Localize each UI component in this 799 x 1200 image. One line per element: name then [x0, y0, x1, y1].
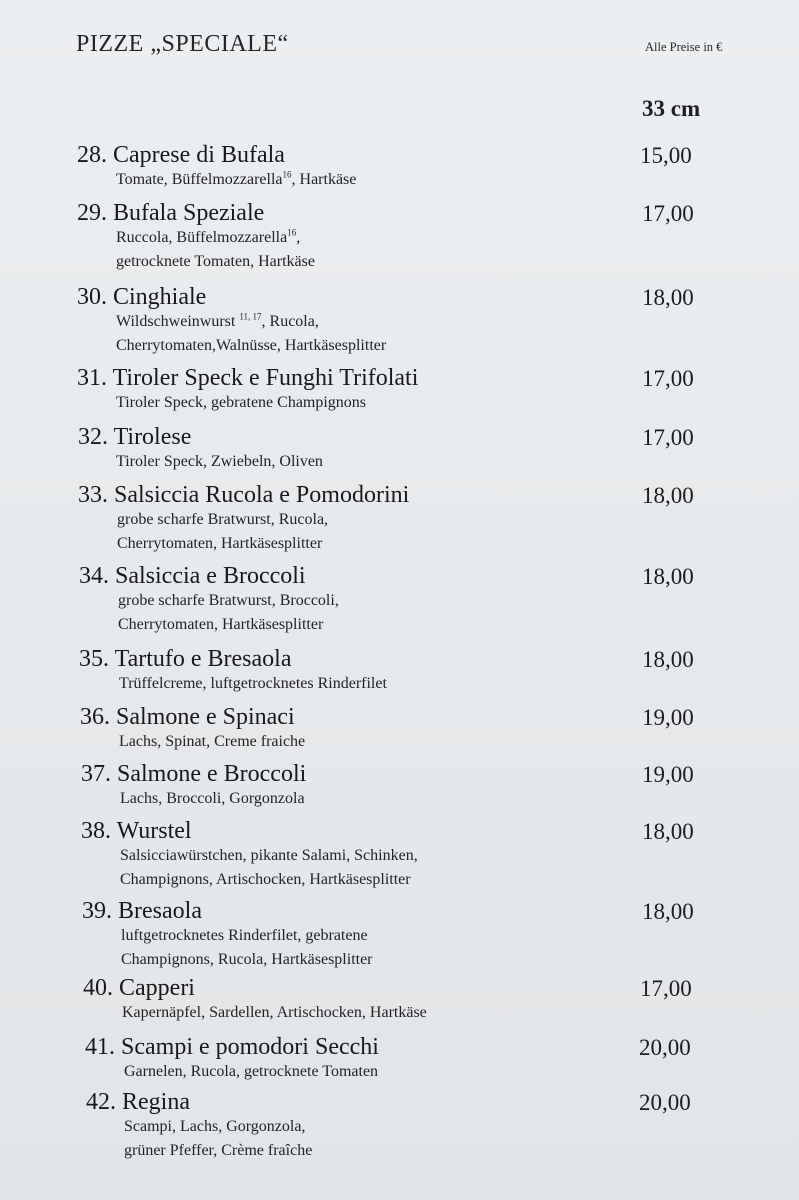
size-column-header: 33 cm [642, 96, 701, 121]
menu-item-description: Champignons, Artischocken, Hartkäsesplitter [120, 870, 411, 888]
menu-item-title [83, 974, 195, 1002]
menu-item-price: 18,00 [642, 483, 694, 508]
menu-item-name: Salmone e Broccoli [117, 761, 307, 787]
menu-item-number: 30. [77, 284, 107, 310]
menu-item-name: Wurstel [116, 818, 192, 844]
menu-item-description: Lachs, Broccoli, Gorgonzola [120, 790, 305, 807]
menu-item-number: 28. [77, 142, 107, 168]
menu-item-price: 17,00 [642, 201, 694, 226]
menu-item-price: 18,00 [642, 819, 694, 844]
menu-item-price: 15,00 [640, 143, 692, 168]
menu-item-number: 35. [79, 646, 109, 672]
menu-item-description: getrocknete Tomaten, Hartkäse [116, 252, 315, 270]
menu-item-title [78, 481, 409, 509]
menu-item-name: Scampi e pomodori Secchi [121, 1034, 379, 1060]
menu-item-name: Tirolese [113, 424, 192, 450]
menu-item-number: 37. [81, 761, 111, 787]
menu-item-description: grobe scharfe Bratwurst, Broccoli, [118, 592, 339, 609]
menu-item-title [85, 1033, 379, 1061]
menu-item-number: 39. [82, 898, 112, 924]
menu-item-title [79, 562, 306, 590]
price-note: Alle Preise in € [645, 40, 723, 54]
menu-item-description: Cherrytomaten, Hartkäsesplitter [118, 615, 324, 633]
menu-item-price: 18,00 [642, 899, 694, 924]
menu-item-title [77, 283, 206, 311]
menu-item-title [82, 897, 202, 925]
menu-item-number: 34. [79, 563, 109, 589]
menu-item-description: Kapernäpfel, Sardellen, Artischocken, Hartkäse [122, 1004, 427, 1021]
menu-item-price: 17,00 [642, 366, 694, 391]
menu-item-description: Lachs, Spinat, Creme fraiche [119, 733, 306, 750]
menu-item-description: luftgetrocknetes Rinderfilet, gebratene [121, 927, 368, 944]
allergen-footnote: 16 [282, 169, 292, 180]
menu-item-title [77, 364, 418, 392]
menu-item-title [79, 645, 291, 673]
menu-item-number: 40. [83, 975, 113, 1001]
menu-item-price: 18,00 [642, 285, 694, 310]
menu-item-description: Cherrytomaten,Walnüsse, Hartkäsesplitter [116, 336, 387, 354]
menu-item-title [78, 423, 191, 451]
menu-item-price: 18,00 [642, 564, 694, 589]
page-title: PIZZE „SPECIALE“ [76, 31, 289, 57]
menu-item-title [81, 817, 192, 845]
menu-item-description: Wildschweinwurst $^{11, 17}$, Rucola, [116, 311, 319, 330]
menu-item-number: 29. [77, 200, 107, 226]
menu-item-description: grobe scharfe Bratwurst, Rucola, [117, 511, 329, 528]
menu-item-title [80, 703, 295, 731]
menu-item-number: 36. [80, 704, 110, 730]
menu-item-description: Cherrytomaten, Hartkäsesplitter [117, 534, 323, 552]
menu-item-name: Salsiccia Rucola e Pomodorini [114, 482, 410, 508]
menu-item-description: Ruccola, Büffelmozzarella$^{16}$, [116, 227, 301, 246]
menu-item-number: 32. [78, 424, 108, 450]
menu-item-number: 31. [77, 365, 107, 391]
menu-item-description: grüner Pfeffer, Crème fraîche [124, 1141, 313, 1159]
menu-item-name: Bresaola [118, 898, 202, 924]
menu-item-name: Salsiccia e Broccoli [115, 563, 306, 589]
menu-item-name: Cinghiale [113, 284, 207, 310]
menu-item-name: Regina [122, 1089, 190, 1115]
menu-item-description: Tomate, Büffelmozzarella$^{16}$, Hartkäse [116, 169, 357, 188]
menu-item-price: 19,00 [642, 705, 694, 730]
menu-item-title [86, 1088, 190, 1116]
menu-item-description: Tiroler Speck, gebratene Champignons [116, 394, 367, 411]
menu-item-price: 20,00 [639, 1035, 691, 1060]
menu-item-description: Garnelen, Rucola, getrocknete Tomaten [124, 1063, 379, 1080]
menu-item-number: 38. [81, 818, 111, 844]
menu-item-number: 42. [86, 1089, 116, 1115]
menu-item-price: 20,00 [639, 1090, 691, 1115]
allergen-footnote: 16 [287, 227, 297, 238]
menu-item-title [77, 199, 264, 227]
menu-item-number: 33. [78, 482, 108, 508]
menu-item-price: 19,00 [642, 762, 694, 787]
menu-item-description: Trüffelcreme, luftgetrocknetes Rinderfilet [119, 675, 387, 692]
menu-item-price: 17,00 [642, 425, 694, 450]
menu-item-description: Salsicciawürstchen, pikante Salami, Schinken, [120, 847, 418, 864]
allergen-footnote: 11, 17 [239, 311, 262, 322]
menu-item-price: 17,00 [640, 976, 692, 1001]
menu-item-description: Tiroler Speck, Zwiebeln, Oliven [116, 453, 323, 470]
menu-item-name: Tiroler Speck e Funghi Trifolati [112, 365, 419, 391]
menu-item-title [77, 141, 285, 169]
menu-item-price: 18,00 [642, 647, 694, 672]
menu-item-description: Scampi, Lachs, Gorgonzola, [124, 1118, 306, 1135]
menu-item-description: Champignons, Rucola, Hartkäsesplitter [121, 950, 373, 968]
menu-item-name: Bufala Speziale [113, 200, 265, 226]
menu-item-name: Caprese di Bufala [113, 142, 285, 168]
menu-item-name: Salmone e Spinaci [116, 704, 295, 730]
menu-item-name: Capperi [119, 975, 195, 1001]
menu-item-title [81, 760, 306, 788]
menu-item-number: 41. [85, 1034, 115, 1060]
menu-item-name: Tartufo e Bresaola [114, 646, 292, 672]
